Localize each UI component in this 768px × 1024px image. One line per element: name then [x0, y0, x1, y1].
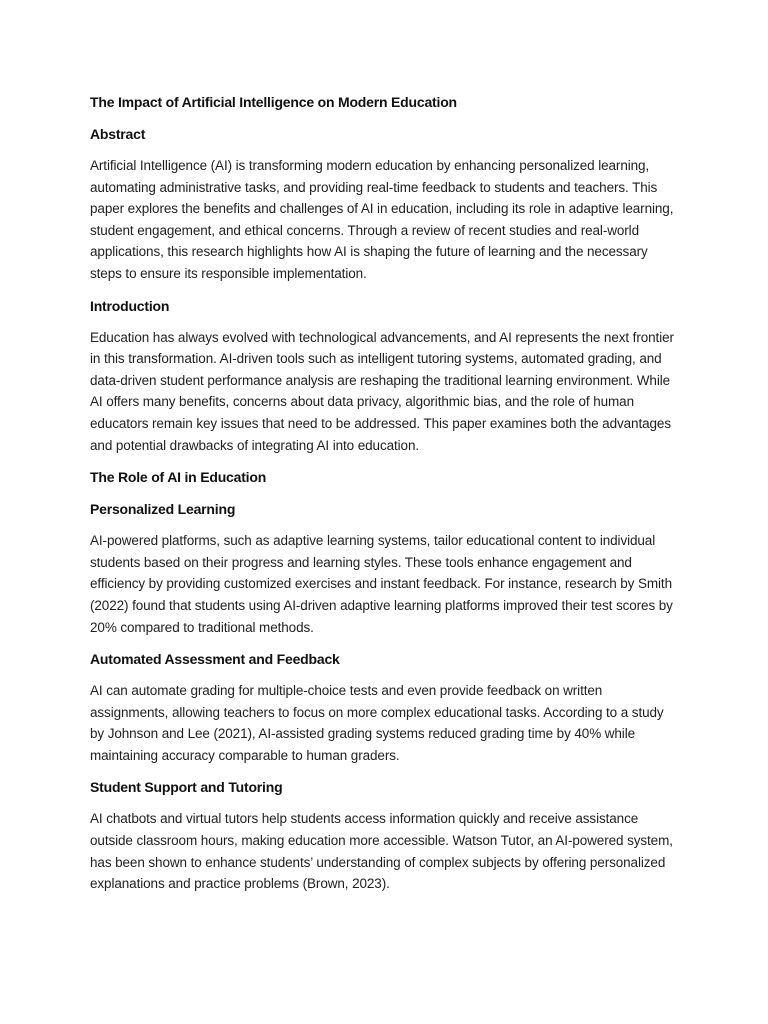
personalized-learning-paragraph: AI-powered platforms, such as adaptive learning systems, tailor educational content to individual students based on their progress and learning styles. These tools enhance engagement and efficiency by providing customized exercises and instant feedback. For instance, research by Smith (2022) found that students using AI-driven adaptive learning platforms improved their test scores by 20% compared to traditional methods.: [90, 533, 673, 635]
automated-assessment-paragraph: AI can automate grading for multiple-choice tests and even provide feedback on written assignments, allowing teachers to focus on more complex educational tasks. According to a study by Johnson and Lee (2021), AI-assisted grading systems reduced grading time by 40% while maintaining accuracy comparable to human graders.: [90, 683, 664, 763]
automated-assessment-heading: Automated Assessment and Feedback: [90, 651, 340, 668]
introduction-heading: Introduction: [90, 297, 170, 314]
document-title: The Impact of Artificial Intelligence on Modern Education: [90, 94, 457, 110]
role-of-ai-heading: The Role of AI in Education: [90, 469, 267, 486]
introduction-paragraph: Education has always evolved with technological advancements, and AI represents the next frontier in this transformation. AI-driven tools such as intelligent tutoring systems, automated grading, and data-driven student performance analysis are reshaping the traditional learning environment. While AI offers many benefits, concerns about data privacy, algorithmic bias, and the role of human educators remain key issues that need to be addressed. This paper examines both the advantages and potential drawbacks of integrating AI into education.: [90, 329, 674, 453]
student-support-paragraph: AI chatbots and virtual tutors help students access information quickly and receive assistance outside classroom hours, making education more accessible. Watson Tutor, an AI-powered system, has been shown to enhance students’ understanding of complex subjects by offering personalized explanations and practice problems (Brown, 2023).: [90, 811, 673, 892]
abstract-paragraph: Artificial Intelligence (AI) is transforming modern education by enhancing personalized learning, automating administrative tasks, and providing real-time feedback to students and teachers. This paper explores the benefits and challenges of AI in education, including its role in adaptive learning, student engagement, and ethical concerns. Through a review of recent studies and real-world applications, this research highlights how AI is shaping the future of learning and the necessary steps to ensure its responsible implementation.: [90, 158, 674, 281]
abstract-heading: Abstract: [90, 126, 146, 142]
document-body: [90, 91, 680, 895]
personalized-learning-heading: Personalized Learning: [90, 501, 236, 518]
student-support-heading: Student Support and Tutoring: [90, 779, 283, 796]
